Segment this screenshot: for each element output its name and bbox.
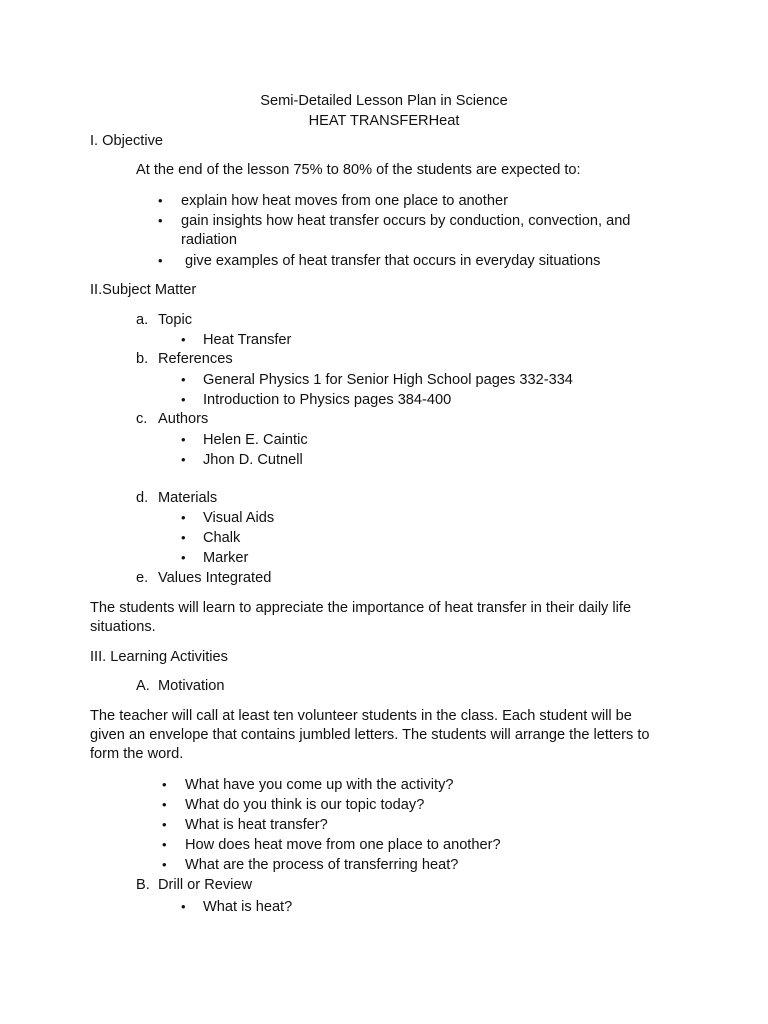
motivation-paragraph-line: form the word. — [90, 746, 184, 762]
reference-item: Introduction to Physics pages 384-400 — [203, 392, 452, 408]
topic-label: Topic — [158, 312, 193, 328]
bullet-icon: • — [181, 392, 186, 407]
author-item: Jhon D. Cutnell — [203, 452, 303, 468]
list-letter: d. — [136, 490, 149, 506]
question-item: How does heat move from one place to another? — [185, 837, 501, 853]
bullet-icon: • — [181, 510, 186, 525]
bullet-icon: • — [181, 550, 186, 565]
material-item: Chalk — [203, 530, 241, 546]
objective-item: gain insights how heat transfer occurs by conduction, convection, and — [181, 213, 631, 229]
list-letter: b. — [136, 351, 149, 367]
question-item: What is heat transfer? — [185, 817, 328, 833]
material-item: Visual Aids — [203, 510, 275, 526]
material-item: Marker — [203, 550, 249, 566]
question-item: What are the process of transferring heat? — [185, 857, 459, 873]
bullet-icon: • — [162, 837, 167, 852]
bullet-icon: • — [162, 817, 167, 832]
subject-matter-heading: II.Subject Matter — [90, 282, 197, 298]
list-letter: c. — [136, 411, 148, 427]
authors-label: Authors — [158, 411, 209, 427]
list-letter: A. — [136, 678, 150, 694]
objective-heading: I. Objective — [90, 133, 163, 149]
values-label: Values Integrated — [158, 570, 272, 586]
objective-item-continuation: radiation — [181, 232, 237, 248]
list-letter: e. — [136, 570, 149, 586]
references-label: References — [158, 351, 233, 367]
bullet-icon: • — [158, 193, 163, 208]
list-letter: a. — [136, 312, 149, 328]
topic-item: Heat Transfer — [203, 332, 292, 348]
bullet-icon: • — [158, 213, 163, 228]
drill-label: Drill or Review — [158, 877, 253, 893]
document-title: Semi-Detailed Lesson Plan in Science — [260, 93, 508, 109]
author-item: Helen E. Caintic — [203, 432, 308, 448]
document-subtitle: HEAT TRANSFERHeat — [308, 113, 460, 129]
motivation-label: Motivation — [158, 678, 225, 694]
list-letter: B. — [136, 877, 150, 893]
question-item: What have you come up with the activity? — [185, 777, 454, 793]
objective-intro: At the end of the lesson 75% to 80% of the students are expected to: — [136, 162, 581, 178]
objective-item: give examples of heat transfer that occurs in everyday situations — [181, 253, 601, 269]
bullet-icon: • — [181, 372, 186, 387]
bullet-icon: • — [181, 530, 186, 545]
materials-label: Materials — [158, 490, 218, 506]
bullet-icon: • — [181, 332, 186, 347]
motivation-paragraph-line: The teacher will call at least ten volunteer students in the class. Each student will be — [90, 708, 632, 724]
drill-item: What is heat? — [203, 899, 293, 915]
bullet-icon: • — [158, 253, 163, 268]
values-paragraph-line: situations. — [90, 619, 156, 635]
learning-activities-heading: III. Learning Activities — [90, 649, 228, 665]
bullet-icon: • — [181, 899, 186, 914]
bullet-icon: • — [181, 432, 186, 447]
values-paragraph-line: The students will learn to appreciate the importance of heat transfer in their daily life — [90, 600, 632, 616]
bullet-icon: • — [162, 777, 167, 792]
objective-item: explain how heat moves from one place to another — [181, 193, 508, 209]
motivation-paragraph-line: given an envelope that contains jumbled letters. The students will arrange the letters to — [90, 727, 650, 743]
question-item: What do you think is our topic today? — [185, 797, 425, 813]
reference-item: General Physics 1 for Senior High School pages 332-334 — [203, 372, 573, 388]
bullet-icon: • — [181, 452, 186, 467]
bullet-icon: • — [162, 797, 167, 812]
bullet-icon: • — [162, 857, 167, 872]
